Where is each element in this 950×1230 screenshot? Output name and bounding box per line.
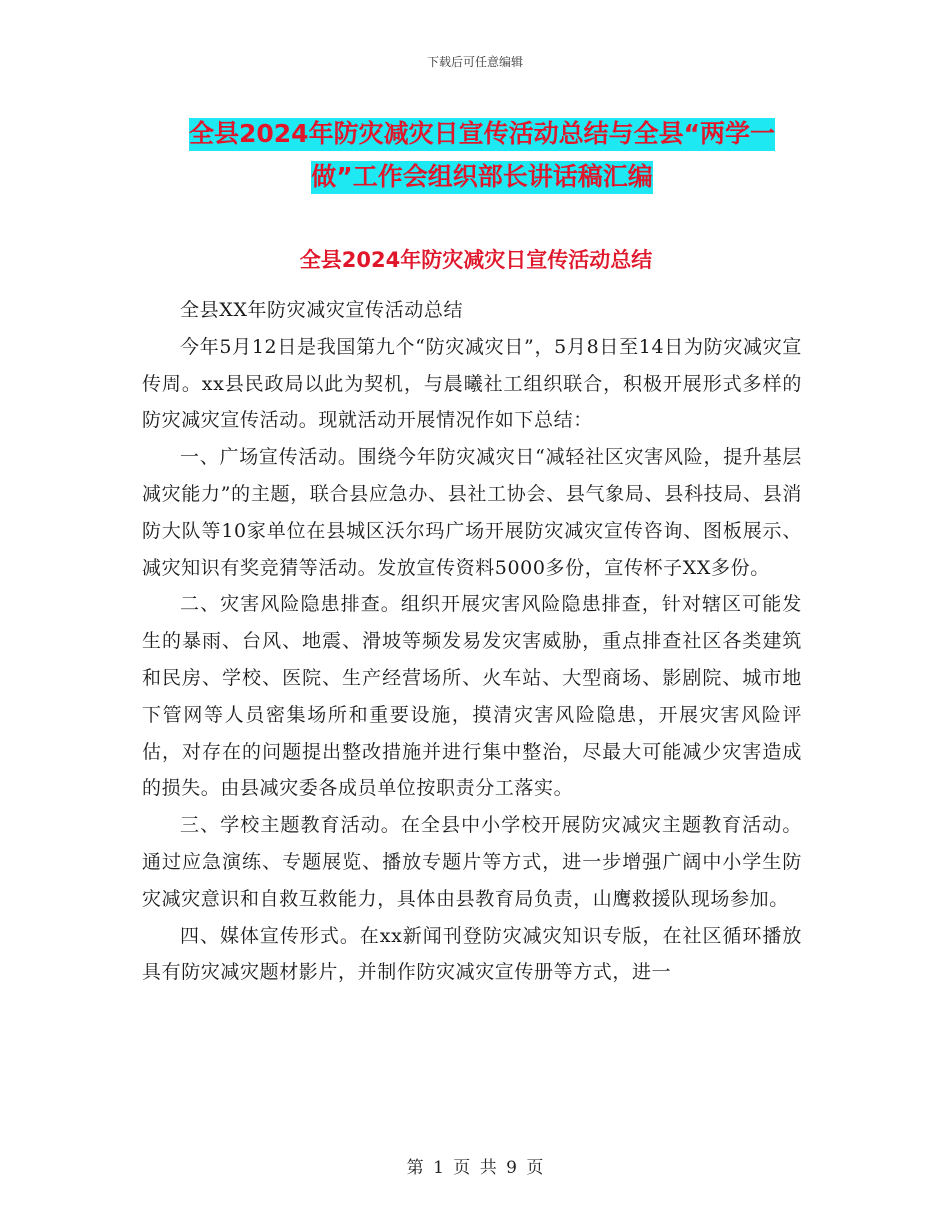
paragraph-section-4: 四、媒体宣传形式。在xx新闻刊登防灾减灾知识专版，在社区循环播放具有防灾减灾题材影片，并制作防灾减灾宣传册等方式，进一: [142, 924, 802, 984]
document-title: [142, 112, 822, 198]
page-number-footer: 第 1 页 共 9 页: [406, 1158, 544, 1178]
header-note: 下载后可任意编辑: [426, 55, 523, 69]
paragraph-section-1: 一、广场宣传活动。围绕今年防灾减灾日“减轻社区灾害风险，提升基层减灾能力”的主题，联合县应急办、县社工协会、县气象局、县科技局、县消防大队等10家单位在县城区沃尔玛广场开展防灾减灾宣传咨询、图板展示、减灾知识有奖竞猜等活动。发放宣传资料5000多份，宣传杯子XX多份。: [142, 446, 802, 579]
paragraph-subtitle: 全县XX年防灾减灾宣传活动总结: [180, 299, 464, 321]
document-title-line-2: 做”工作会组织部长讲话稿汇编: [311, 161, 652, 194]
section-title: 全县2024年防灾减灾日宣传活动总结: [299, 248, 653, 272]
document-body: [142, 292, 802, 991]
paragraph-intro: 今年5月12日是我国第九个“防灾减灾日”，5月8日至14日为防灾减灾宣传周。xx县民政局以此为契机，与晨曦社工组织联合，积极开展形式多样的防灾减灾宣传活动。现就活动开展情况作如下总结：: [142, 335, 802, 432]
paragraph-section-3: 三、学校主题教育活动。在全县中小学校开展防灾减灾主题教育活动。通过应急演练、专题展览、播放专题片等方式，进一步增强广阔中小学生防灾减灾意识和自救互救能力，具体由县教育局负责，山鹰救援队现场参加。: [142, 814, 802, 910]
paragraph-section-2: 二、灾害风险隐患排查。组织开展灾害风险隐患排查，针对辖区可能发生的暴雨、台风、地震、滑坡等频发易发灾害威胁，重点排查社区各类建筑和民房、学校、医院、生产经营场所、火车站、大型商场、影剧院、城市地下管网等人员密集场所和重要设施，摸清灾害风险隐患，开展灾害风险评估，对存在的问题提出整改措施并进行集中整治，尽最大可能减少灾害造成的损失。由县减灾委各成员单位按职责分工落实。: [142, 593, 802, 800]
document-title-line-1: 全县2024年防灾减灾日宣传活动总结与全县“两学一: [189, 118, 775, 151]
